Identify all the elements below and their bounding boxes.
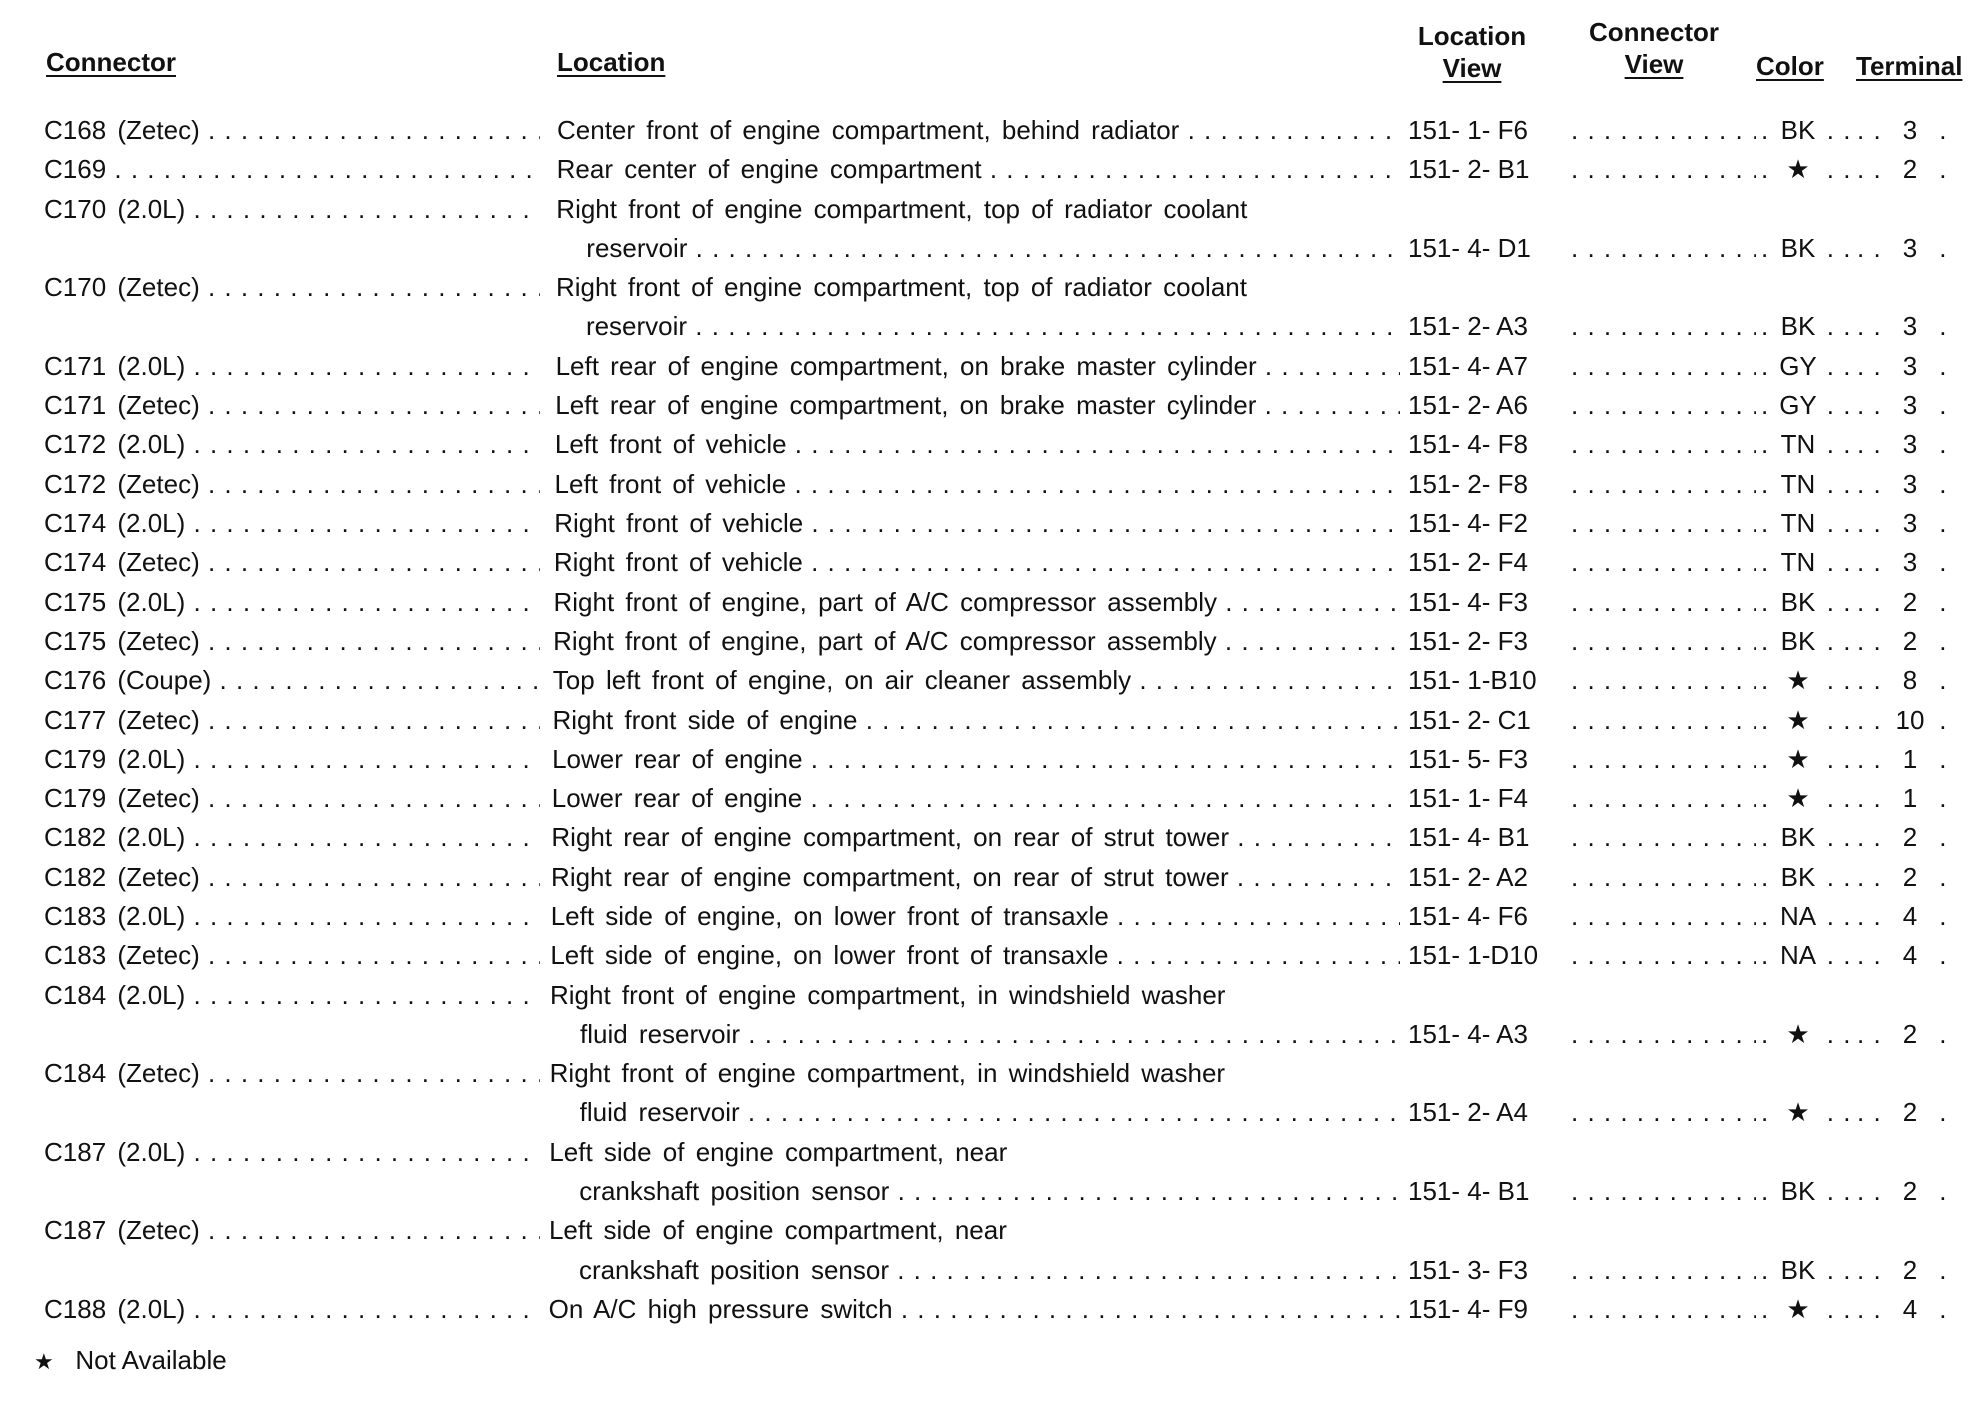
location-cell: Right front of vehicle . . . — [554, 503, 1400, 543]
location-cell: Right front of engine, part of A/C compressor assembly . . . — [553, 621, 1400, 661]
connector-cell: C170 (Zetec) . . . — [44, 267, 540, 307]
location-view-cell: 151- 1-D10 — [1408, 940, 1539, 971]
header-location: Location — [557, 47, 666, 77]
color-value: TN — [1768, 464, 1828, 504]
color-value: GY — [1768, 346, 1828, 386]
location-view-cell: 151- 1- F6 — [1408, 115, 1528, 145]
location-cell: Right front of vehicle . . . — [554, 542, 1400, 582]
location-view-cell: 151- 2- A3 — [1408, 311, 1528, 342]
color-value: BK — [1768, 817, 1828, 857]
location-cell: Right rear of engine compartment, on rear of strut tower . . . — [551, 857, 1400, 897]
connector-cell: C176 (Coupe) . . . — [44, 660, 540, 700]
color-value: TN — [1768, 503, 1828, 543]
location-cell: Top left front of engine, on air cleaner assembly . . . — [553, 660, 1400, 700]
terminal-value: 3 — [1892, 503, 1928, 543]
terminal-value: 2 — [1892, 1250, 1928, 1290]
connector-view-cell — [1566, 346, 1756, 386]
terminal-value: 2 — [1892, 817, 1928, 857]
table-row — [0, 1210, 1984, 1289]
location-view-cell: 151- 2- F8 — [1408, 468, 1528, 499]
location-cell: Right front of engine compartment, in windshield washer — [549, 1058, 1226, 1089]
location-view-cell: 151- 2- C1 — [1408, 704, 1531, 735]
connector-view-cell — [1566, 621, 1756, 661]
connector-cell: C175 (Zetec) . . . — [44, 621, 540, 661]
terminal-value: 3 — [1892, 110, 1928, 150]
connector-cell: C182 (2.0L) . . . — [44, 817, 540, 857]
terminal-value: 4 — [1892, 896, 1928, 936]
header-location-view — [1418, 20, 1526, 84]
location-view-cell: 151- 4- F9 — [1408, 1294, 1528, 1324]
connector-view-cell — [1566, 896, 1756, 936]
location-view-cell: 151- 2- F3 — [1408, 625, 1528, 656]
location-cell: Lower rear of engine . . . — [552, 778, 1400, 818]
color-value: BK — [1768, 110, 1828, 150]
connector-view-cell — [1566, 228, 1756, 268]
connector-view-cell — [1566, 660, 1756, 700]
connector-view-cell — [1566, 464, 1756, 504]
connector-cell: C170 (2.0L) . . . — [44, 189, 540, 229]
table-row — [0, 149, 1984, 188]
location-view-cell: 151- 2- A4 — [1408, 1097, 1528, 1128]
connector-view-cell — [1566, 1171, 1756, 1211]
location-cell: fluid reservoir . . . — [580, 1092, 1400, 1132]
location-view-cell: 151- 4- B1 — [1408, 1176, 1530, 1207]
header-connector-view-line1: Connector — [1589, 17, 1719, 47]
terminal-value: 3 — [1892, 228, 1928, 268]
location-cell: Center front of engine compartment, behind radiator . . . — [557, 110, 1400, 150]
header-terminal: Terminal — [1856, 51, 1963, 81]
color-value: ★ — [1768, 700, 1828, 740]
connector-cell: C187 (Zetec) . . . — [44, 1210, 540, 1250]
location-cell: Right front side of engine . . . — [552, 700, 1400, 740]
location-cell: reservoir . . . — [586, 228, 1400, 268]
color-value: ★ — [1768, 778, 1828, 818]
footnote-text: Not Available — [75, 1345, 227, 1375]
location-view-cell: 151- 4- F3 — [1408, 586, 1528, 617]
table-row — [0, 739, 1984, 778]
color-value: ★ — [1768, 1289, 1828, 1329]
location-view-cell: 151- 4- F8 — [1408, 429, 1528, 460]
table-row — [0, 621, 1984, 660]
location-cell: Left side of engine compartment, near — [549, 1136, 1008, 1167]
location-cell: Rear center of engine compartment . . . — [557, 149, 1400, 189]
connector-cell: C187 (2.0L) . . . — [44, 1132, 540, 1172]
color-value: BK — [1768, 857, 1828, 897]
terminal-value: 2 — [1892, 1092, 1928, 1132]
color-value: BK — [1768, 1250, 1828, 1290]
connector-view-cell — [1566, 1289, 1756, 1329]
color-value: ★ — [1768, 739, 1828, 779]
color-value: TN — [1768, 424, 1828, 464]
table-row — [0, 542, 1984, 581]
connector-view-cell — [1566, 1092, 1756, 1132]
connector-view-cell — [1566, 935, 1756, 975]
terminal-value: 4 — [1892, 1289, 1928, 1329]
color-value: ★ — [1768, 660, 1828, 700]
table-row — [0, 1289, 1984, 1328]
terminal-value: 3 — [1892, 464, 1928, 504]
terminal-value: 10 — [1892, 700, 1928, 740]
connector-cell: C174 (Zetec) . . . — [44, 542, 540, 582]
connector-view-cell — [1566, 817, 1756, 857]
location-view-cell: 151- 5- F3 — [1408, 743, 1528, 774]
location-cell: Right front of engine compartment, in windshield washer — [550, 979, 1226, 1010]
location-view-cell: 151- 4- B1 — [1408, 822, 1530, 853]
location-cell: Left side of engine compartment, near — [548, 1215, 1007, 1246]
location-view-cell: 151- 3- F3 — [1408, 1254, 1528, 1285]
table-row — [0, 424, 1984, 463]
color-value: BK — [1768, 582, 1828, 622]
footnote — [34, 1342, 227, 1380]
color-value: ★ — [1768, 149, 1828, 189]
terminal-value: 3 — [1892, 385, 1928, 425]
terminal-value: 3 — [1892, 424, 1928, 464]
header-location-view-line1: Location — [1417, 21, 1527, 51]
terminal-value: 4 — [1892, 935, 1928, 975]
table-row — [0, 778, 1984, 817]
connector-view-cell — [1566, 700, 1756, 740]
header-location-view-line2: View — [1442, 53, 1502, 83]
location-view-cell: 151- 2- A6 — [1408, 390, 1528, 421]
header-connector: Connector — [46, 47, 176, 77]
location-view-cell: 151- 4- F6 — [1408, 901, 1528, 931]
table-row — [0, 817, 1984, 856]
connector-cell: C169 . . . — [44, 149, 540, 189]
location-cell: Right front of engine compartment, top of radiator coolant — [556, 193, 1248, 224]
terminal-value: 2 — [1892, 149, 1928, 189]
location-cell: crankshaft position sensor . . . — [579, 1250, 1400, 1290]
terminal-value: 8 — [1892, 660, 1928, 700]
location-view-cell: 151- 2- F4 — [1408, 547, 1528, 578]
connector-view-cell — [1566, 1250, 1756, 1290]
connector-view-cell — [1566, 778, 1756, 818]
location-cell: Right rear of engine compartment, on rear of strut tower . . . — [551, 817, 1400, 857]
location-cell: Left front of vehicle . . . — [555, 424, 1400, 464]
connector-view-cell — [1566, 110, 1756, 150]
table-row — [0, 857, 1984, 896]
location-view-cell: 151- 4- F2 — [1408, 508, 1528, 538]
location-cell: Left rear of engine compartment, on brake master cylinder . . . — [556, 346, 1400, 386]
header-color: Color — [1756, 51, 1824, 81]
connector-cell: C184 (2.0L) . . . — [44, 975, 540, 1015]
color-value: BK — [1768, 1171, 1828, 1211]
color-value: ★ — [1768, 1092, 1828, 1132]
terminal-value: 2 — [1892, 582, 1928, 622]
terminal-value: 2 — [1892, 857, 1928, 897]
connector-view-cell — [1566, 542, 1756, 582]
location-cell: Left front of vehicle . . . — [555, 464, 1400, 504]
table-row — [0, 660, 1984, 699]
connector-cell: C184 (Zetec) . . . — [44, 1053, 540, 1093]
table-row — [0, 346, 1984, 385]
location-cell: Right front of engine, part of A/C compressor assembly . . . — [554, 582, 1401, 622]
table-row — [0, 385, 1984, 424]
table-row — [0, 935, 1984, 974]
color-value: ★ — [1768, 1014, 1828, 1054]
table-row — [0, 975, 1984, 1054]
connector-view-cell — [1566, 149, 1756, 189]
header-connector-view-line2: View — [1624, 49, 1684, 79]
connector-cell: C188 (2.0L) . . . — [44, 1289, 540, 1329]
terminal-value: 3 — [1892, 346, 1928, 386]
connector-view-cell — [1566, 582, 1756, 622]
color-value: NA — [1768, 935, 1828, 975]
location-cell: Left side of engine, on lower front of transaxle . . . — [551, 896, 1400, 936]
terminal-value: 2 — [1892, 1014, 1928, 1054]
connector-cell: C177 (Zetec) . . . — [44, 700, 540, 740]
connector-view-cell — [1566, 857, 1756, 897]
location-cell: Lower rear of engine . . . — [552, 739, 1400, 779]
location-view-cell: 151- 4- A7 — [1408, 350, 1528, 381]
connector-cell: C174 (2.0L) . . . — [44, 503, 540, 543]
color-value: TN — [1768, 542, 1828, 582]
location-cell: reservoir . . . — [586, 306, 1400, 346]
connector-cell: C172 (2.0L) . . . — [44, 424, 540, 464]
color-value: BK — [1768, 228, 1828, 268]
table-row — [0, 1132, 1984, 1211]
terminal-value: 2 — [1892, 1171, 1928, 1211]
color-value: BK — [1768, 306, 1828, 346]
connector-cell: C172 (Zetec) . . . — [44, 464, 540, 504]
terminal-value: 3 — [1892, 542, 1928, 582]
connector-cell: C179 (Zetec) . . . — [44, 778, 540, 818]
location-view-cell: 151- 1- F4 — [1408, 783, 1528, 814]
table-row — [0, 582, 1984, 621]
terminal-value: 1 — [1892, 778, 1928, 818]
table-row — [0, 464, 1984, 503]
connector-cell: C179 (2.0L) . . . — [44, 739, 540, 779]
location-view-cell: 151- 2- B1 — [1408, 154, 1530, 185]
terminal-value: 1 — [1892, 739, 1928, 779]
location-cell: On A/C high pressure switch . . . — [549, 1289, 1400, 1329]
location-cell: fluid reservoir . . . — [580, 1014, 1400, 1054]
table-row — [0, 189, 1984, 268]
connector-cell: C171 (Zetec) . . . — [44, 385, 540, 425]
table-row — [0, 110, 1984, 149]
table-row — [0, 896, 1984, 935]
location-cell: Left side of engine, on lower front of transaxle . . . — [550, 935, 1400, 975]
connector-view-cell — [1566, 739, 1756, 779]
connector-view-cell — [1566, 1014, 1756, 1054]
connector-view-cell — [1566, 385, 1756, 425]
connector-cell: C168 (Zetec) . . . — [44, 110, 540, 150]
location-view-cell: 151- 2- A2 — [1408, 861, 1528, 892]
header-connector-view — [1589, 16, 1719, 80]
connector-view-cell — [1566, 306, 1756, 346]
not-available-star-icon: ★ — [34, 1349, 54, 1374]
table-row — [0, 503, 1984, 542]
terminal-value: 2 — [1892, 621, 1928, 661]
location-view-cell: 151- 4- A3 — [1408, 1018, 1528, 1049]
table-row — [0, 267, 1984, 346]
connector-view-cell — [1566, 503, 1756, 543]
color-value: GY — [1768, 385, 1828, 425]
location-cell: Left rear of engine compartment, on brake master cylinder . . . — [555, 385, 1400, 425]
connector-cell: C175 (2.0L) . . . — [44, 582, 540, 622]
connector-cell: C183 (2.0L) . . . — [44, 896, 540, 936]
connector-cell: C182 (Zetec) . . . — [44, 857, 540, 897]
location-view-cell: 151- 1-B10 — [1408, 665, 1537, 696]
connector-cell: C183 (Zetec) . . . — [44, 935, 540, 975]
color-value: BK — [1768, 621, 1828, 661]
location-cell: Right front of engine compartment, top of radiator coolant — [555, 272, 1247, 303]
connector-view-cell — [1566, 424, 1756, 464]
location-view-cell: 151- 4- D1 — [1408, 232, 1531, 263]
location-cell: crankshaft position sensor . . . — [579, 1171, 1400, 1211]
table-row — [0, 1053, 1984, 1132]
table-row — [0, 700, 1984, 739]
terminal-value: 3 — [1892, 306, 1928, 346]
connector-cell: C171 (2.0L) . . . — [44, 346, 540, 386]
color-value: NA — [1768, 896, 1828, 936]
